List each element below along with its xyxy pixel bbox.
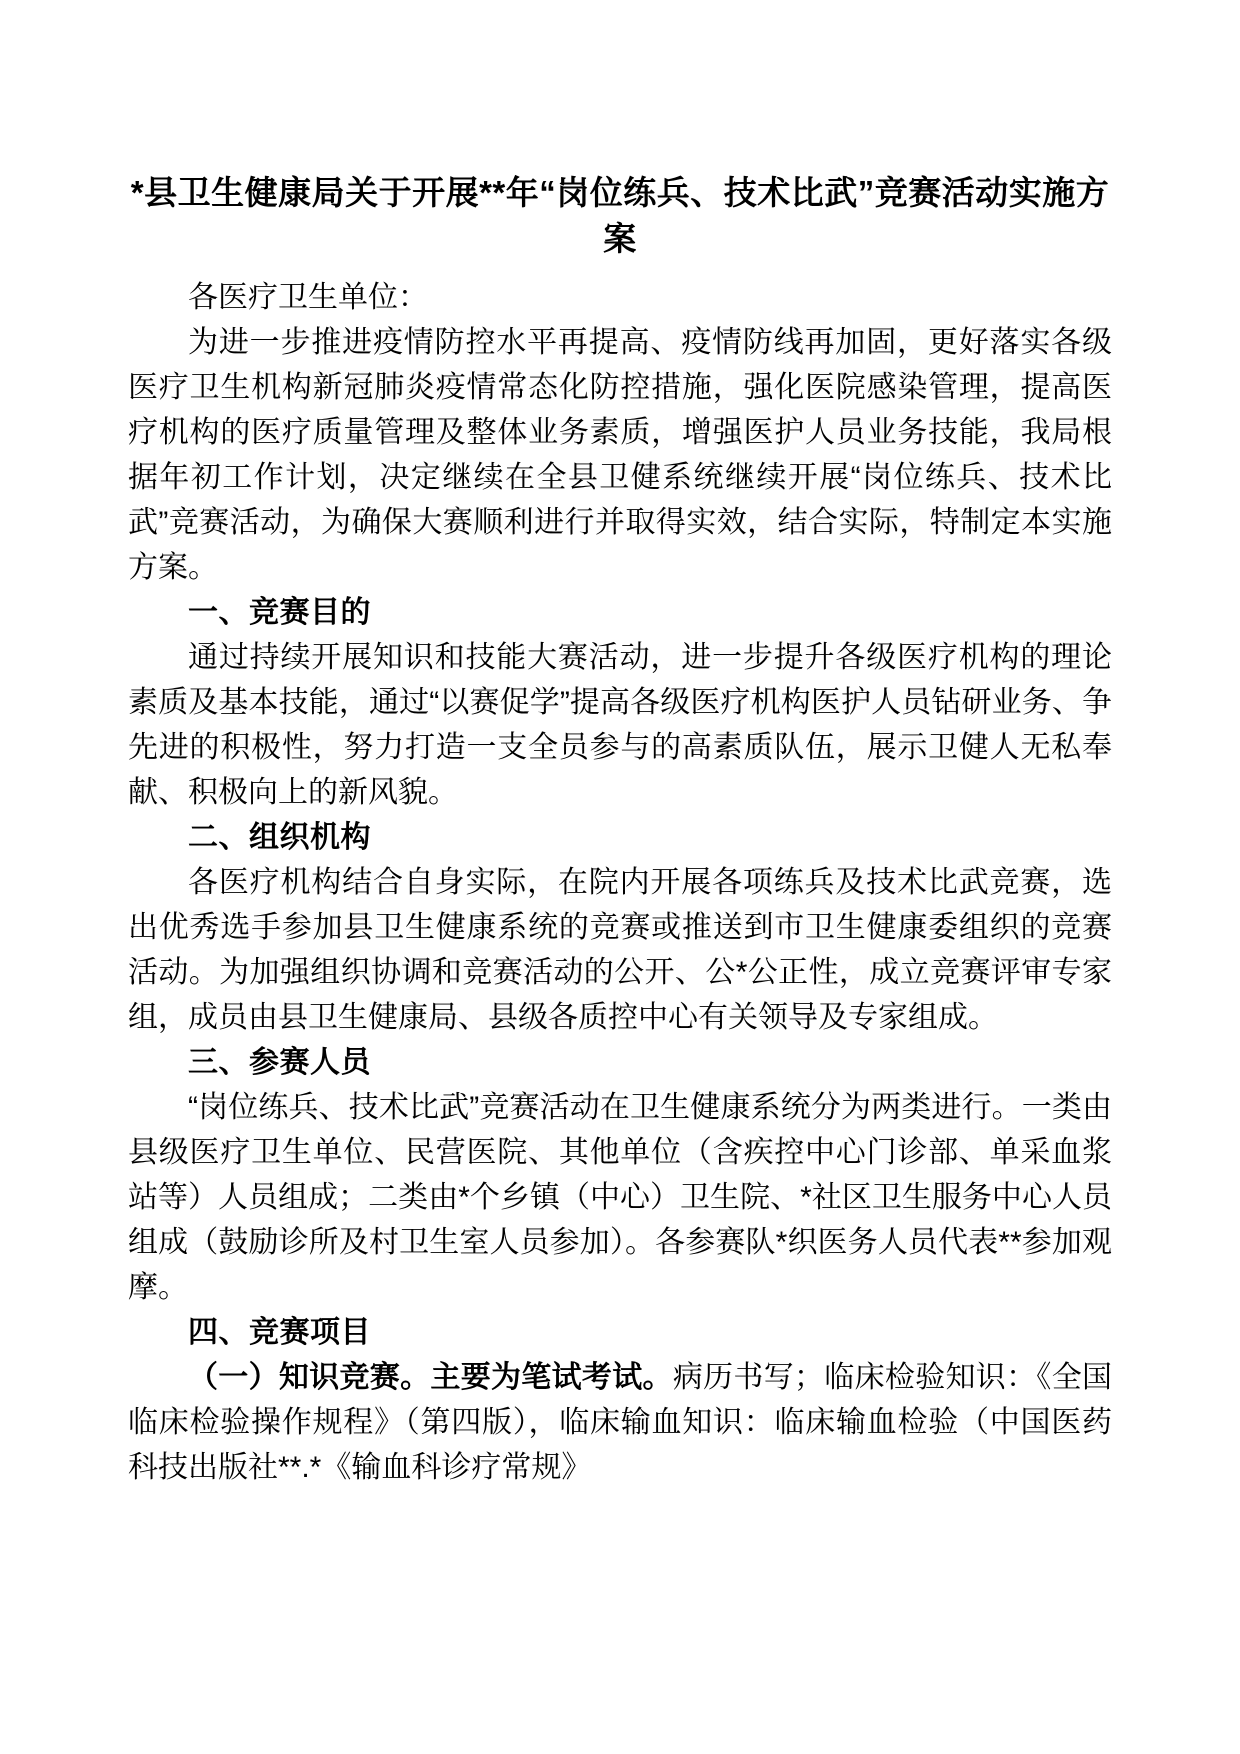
section-heading-1: 一、竞赛目的: [188, 596, 371, 630]
section-heading-2: 二、组织机构: [188, 821, 371, 855]
section-heading-3: 三、参赛人员: [188, 1046, 371, 1080]
subsection-body-text: 病历书写；临床检验知识：《全国临床检验操作规程》（第四版），临床输血知识：临床输血检验（中国医药科技出版社**.*《输血科诊疗常规》: [128, 1361, 1113, 1485]
salutation-line: 各医疗卫生单位：: [188, 281, 428, 315]
section-heading-4: 四、竞赛项目: [188, 1316, 371, 1350]
section-body-3: “岗位练兵、技术比武”竞赛活动在卫生健康系统分为两类进行。一类由县级医疗卫生单位、民营医院、其他单位（含疾控中心门诊部、单采血浆站等）人员组成；二类由*个乡镇（中心）卫生院、*社区卫生服务中心人员组成（鼓励诊所及村卫生室人员参加）。各参赛队*织医务人员代表**参加观摩。: [128, 1091, 1112, 1305]
section-body-1: 通过持续开展知识和技能大赛活动，进一步提升各级医疗机构的理论素质及基本技能，通过“以赛促学”提高各级医疗机构医护人员钻研业务、争先进的积极性，努力打造一支全员参与的高素质队伍，展示卫健人无私奉献、积极向上的新风貌。: [128, 641, 1112, 810]
section-body-4: [128, 1355, 1112, 1490]
subsection-lead-label: （一）知识竞赛。主要为笔试考试。: [188, 1361, 673, 1395]
document-title: *县卫生健康局关于开展**年“岗位练兵、技术比武”竞赛活动实施方案: [130, 174, 1110, 257]
section-body-2: 各医疗机构结合自身实际，在院内开展各项练兵及技术比武竞赛，选出优秀选手参加县卫生健康系统的竞赛或推送到市卫生健康委组织的竞赛活动。为加强组织协调和竞赛活动的公开、公*公正性，成立竞赛评审专家组，成员由县卫生健康局、县级各质控中心有关领导及专家组成。: [128, 866, 1112, 1035]
intro-paragraph: 为进一步推进疫情防控水平再提高、疫情防线再加固，更好落实各级医疗卫生机构新冠肺炎疫情常态化防控措施，强化医院感染管理，提高医疗机构的医疗质量管理及整体业务素质，增强医护人员业务技能，我局根据年初工作计划，决定继续在全县卫健系统继续开展“岗位练兵、技术比武”竞赛活动，为确保大赛顺利进行并取得实效，结合实际，特制定本实施方案。: [128, 326, 1112, 585]
